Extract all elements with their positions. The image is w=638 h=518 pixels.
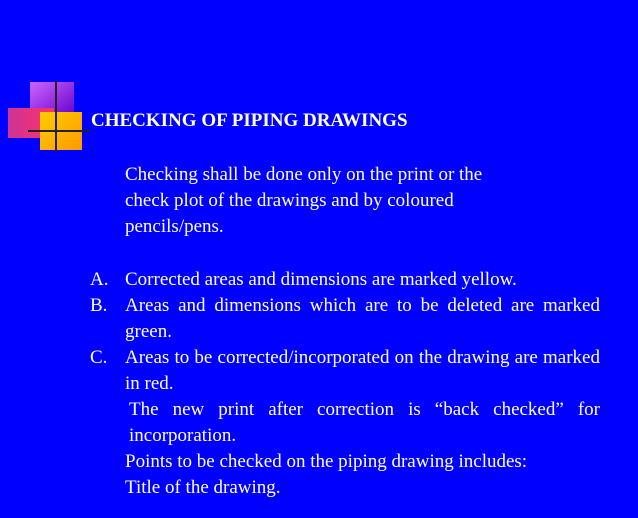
- slide-title: CHECKING OF PIPING DRAWINGS: [91, 110, 408, 131]
- title-paragraph: Title of the drawing.: [125, 477, 281, 498]
- list-item-text: Areas and dimensions which are to be deleted are marked green.: [125, 295, 600, 342]
- color-code-list: [90, 267, 600, 501]
- list-item-text: Corrected areas and dimensions are marked yellow.: [125, 269, 517, 290]
- intro-paragraph: [125, 162, 595, 240]
- list-item: [90, 293, 600, 345]
- back-check-paragraph: The new print after correction is “back checked” for incorporation.: [129, 399, 600, 446]
- list-item: [90, 267, 600, 293]
- points-paragraph: Points to be checked on the piping drawing includes:: [125, 451, 528, 472]
- list-marker: C.: [90, 347, 108, 368]
- intro-line: pencils/pens.: [125, 216, 224, 237]
- intro-line: Checking shall be done only on the print or the: [125, 164, 483, 185]
- list-item-text: Areas to be corrected/incorporated on the drawing are marked in red.: [125, 347, 600, 394]
- intro-line: check plot of the drawings and by coloured: [125, 190, 454, 211]
- list-marker: B.: [90, 295, 108, 316]
- decorative-squares-logo: [0, 0, 100, 160]
- list-marker: A.: [90, 269, 109, 290]
- list-item: [90, 345, 600, 397]
